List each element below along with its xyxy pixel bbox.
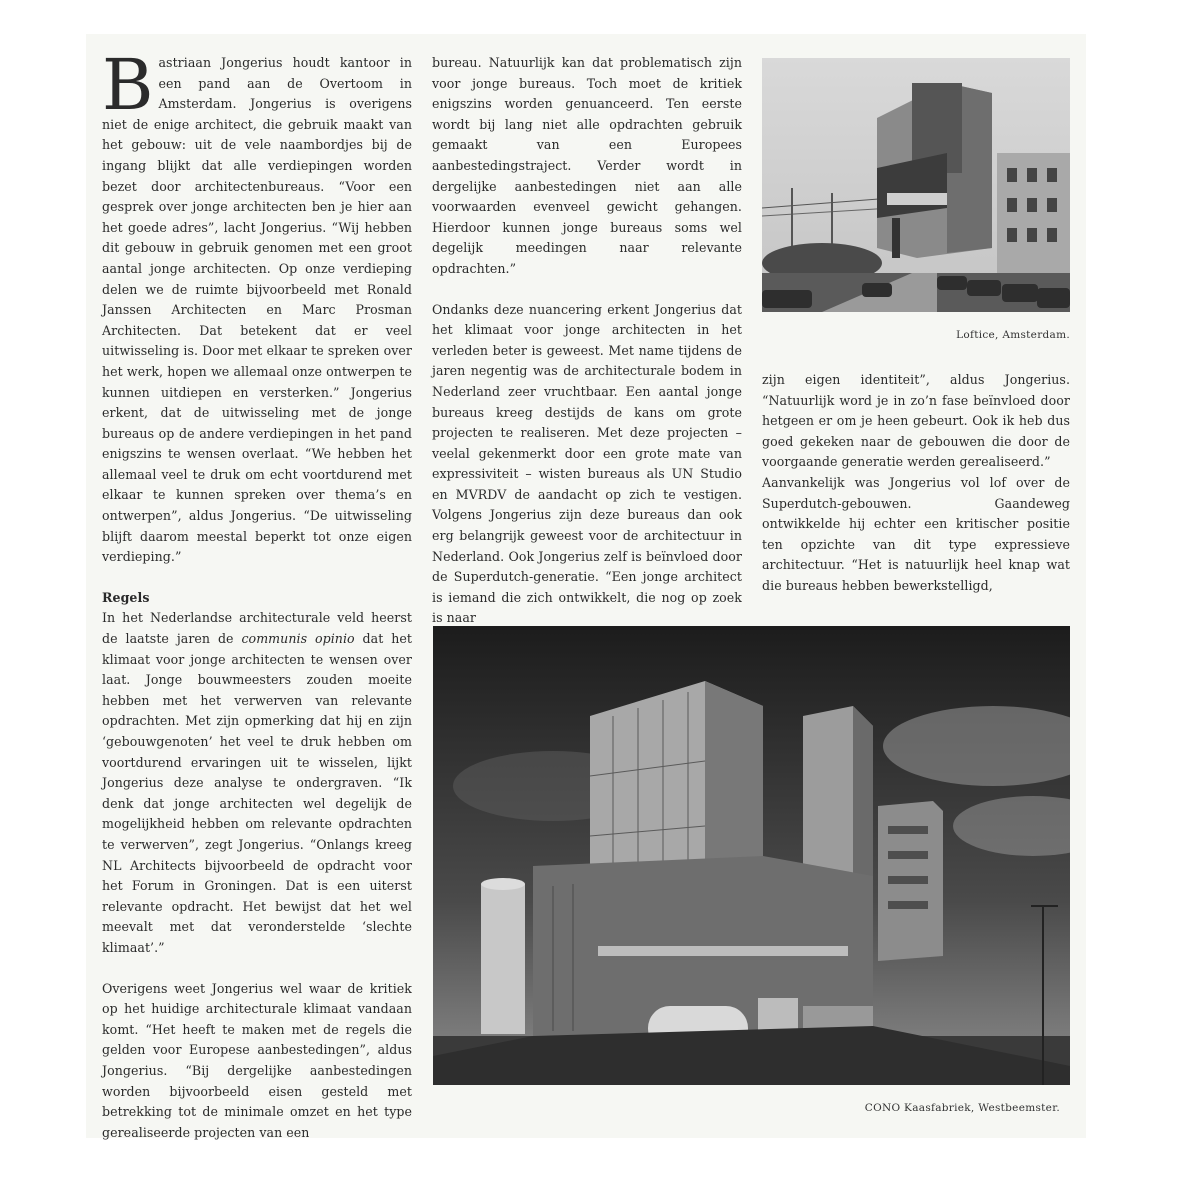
photo-cono-kaasfabriek	[433, 626, 1070, 1085]
paragraph	[102, 608, 412, 958]
section-heading: Regels	[102, 589, 150, 605]
paragraph: Overigens weet Jongerius wel waar de kritiek op het huidige architecturale klimaat vandaan komt. “Het heeft te maken met de regels die gelden voor Europese aanbestedingen”, aldus Jongerius. “Bij dergelijke aanbestedingen worden bijvoorbeeld eisen gesteld met betrekking tot de minimale omzet en het type gerealiseerde projecten van een	[102, 980, 412, 1140]
paragraph-text: In het Nederlandse architecturale veld heerst de laatste jaren de	[102, 610, 412, 647]
paragraph	[102, 44, 412, 568]
text-column-2	[432, 53, 742, 629]
paragraph-text: astriaan Jongerius houdt kantoor in een pand aan de Overtoom in Amsterdam. Jongerius is overigens niet de enige architect, die gebruik maakt van het gebouw: uit de vele naambordjes bij de ingang blijkt dat alle verdiepingen worden bezet door architectenbureaus. “Voor een gesprek over jonge architecten ben je hier aan het goede adres”, lacht Jongerius. “Wij hebben dit gebouw in gebruik genomen met een groot aantal jonge architecten. Op onze verdieping delen we de ruimte bijvoorbeeld met Ronald Janssen Architecten en Marc Prosman Architecten. Dat betekent dat er veel uitwisseling is. Door met elkaar te spreken over het werk, hopen we allemaal onze ontwerpen te kunnen uitdiepen en versterken.” Jongerius erkent, dat de uitwisseling met de jonge bureaus op de andere verdiepingen in het pand enigszins te wensen overlaat. “We hebben het allemaal veel te druk om echt voortdurend met elkaar te kunnen spreken over thema’s en ontwerpen”, aldus Jongerius. “De uitwisseling blijft daarom meestal beperkt tot onze eigen verdieping.”	[102, 55, 412, 565]
paragraph-text: dat het klimaat voor jonge architecten te wensen over laat. Jonge bouwmeesters zouden moeite hebben met het verwerven van relevante opdrachten. Met zijn opmerking dat hij en zijn ‘gebouwgenoten’ het veel te druk hebben om voortdurend ervaringen uit te wisselen, lijkt Jongerius deze analyse te ondergraven. “Ik denk dat jonge architecten wel degelijk de mogelijkheid hebben om relevante opdrachten te verwerven”, zegt Jongerius. “Onlangs kreeg NL Architects bijvoorbeeld de opdracht voor het Forum in Groningen. Dat is een uiterst relevante opdracht. Het bewijst dat het wel meevalt met dat veronderstelde ‘slechte klimaat’.”	[102, 631, 412, 955]
photo-caption: CONO Kaasfabriek, Westbeemster.	[864, 1102, 1060, 1114]
paragraph: Aanvankelijk was Jongerius vol lof over de Superdutch-gebouwen. Gaandeweg ontwikkelde hij echter een kritischer positie ten opzichte van dit type expressieve architectuur. “Het is natuurlijk heel knap wat die bureaus hebben bewerkstelligd,	[762, 474, 1070, 593]
photo-loftice	[762, 58, 1070, 312]
italic-phrase: communis opinio	[241, 631, 355, 647]
photo-caption: Loftice, Amsterdam.	[956, 329, 1070, 341]
text-column-3	[762, 370, 1070, 597]
paragraph: zijn eigen identiteit”, aldus Jongerius. “Natuurlijk word je in zo’n fase beïnvloed door hetgeen er om je heen gebeurt. Ook ik heb dus goed gekeken naar de gebouwen die door de voorgaande generatie werden gerealiseerd.”	[762, 372, 1070, 470]
paragraph: Ondanks deze nuancering erkent Jongerius dat het klimaat voor jonge architecten in het verleden beter is geweest. Met name tijdens de jaren negentig was de architecturale bodem in Nederland zeer vruchtbaar. Een aantal jonge bureaus kreeg destijds de kans om grote projecten te realiseren. Met deze projecten – veelal gekenmerkt door een grote mate van expressiviteit – wisten bureaus als UN Studio en MVRDV de aandacht op zich te vestigen. Volgens Jongerius zijn deze bureaus dan ook erg belangrijk geweest voor de architectuur in Nederland. Ook Jongerius zelf is beïnvloed door de Superdutch-generatie. “Een jonge architect is iemand die zich ontwikkelt, die nog op zoek is naar	[432, 301, 742, 626]
text-column-1	[102, 44, 412, 1143]
drop-cap: B	[102, 44, 154, 126]
paragraph: bureau. Natuurlijk kan dat problematisch zijn voor jonge bureaus. Toch moet de kritiek enigszins worden genuanceerd. Ten eerste wordt bij lang niet alle opdrachten gebruik gemaakt van een Europees aanbestedingstraject. Verder wordt in dergelijke aanbestedingen niet aan alle voorwaarden evenveel gewicht gehangen. Hierdoor kunnen jonge bureaus soms wel degelijk meedingen naar relevante opdrachten.”	[432, 55, 742, 276]
